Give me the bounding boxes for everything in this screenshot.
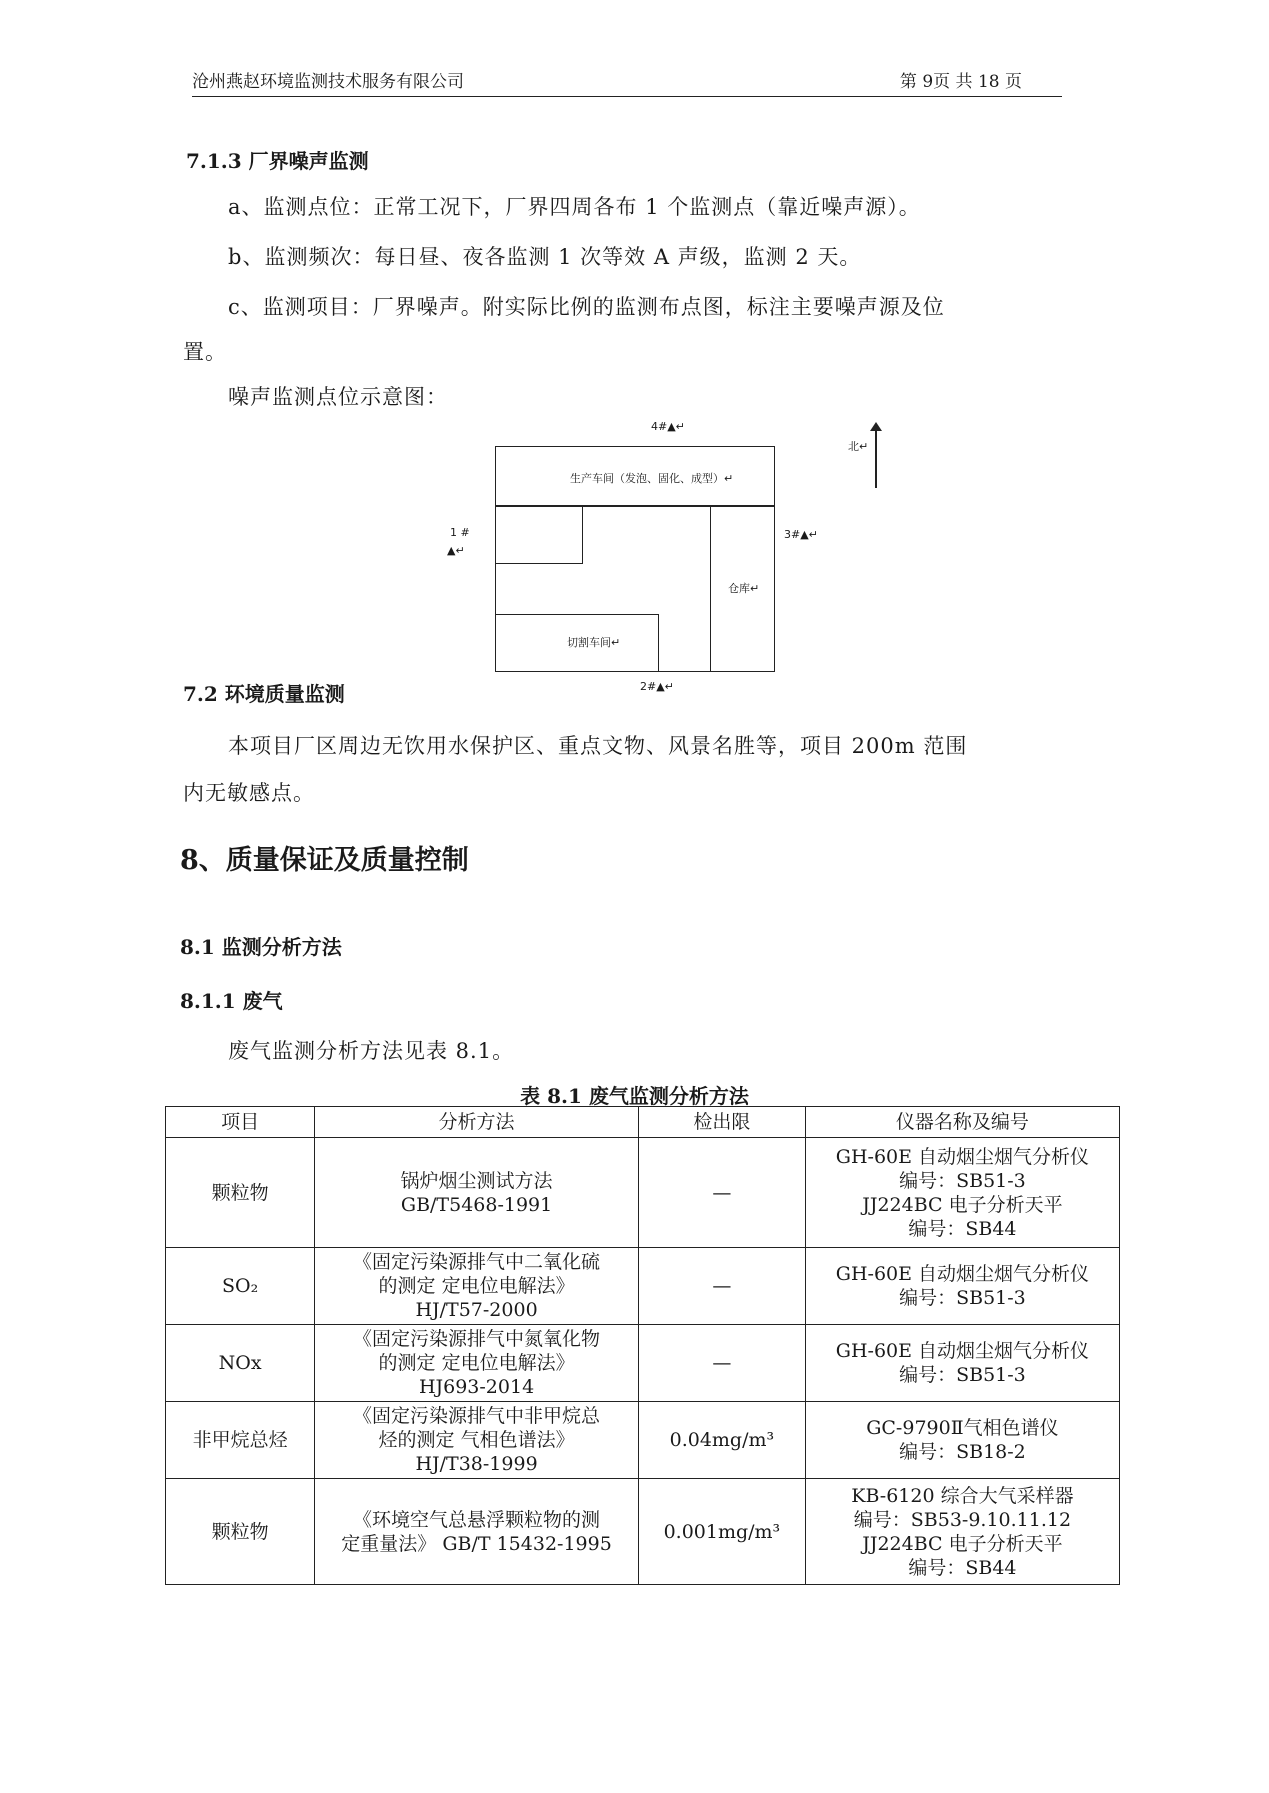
section-heading-7-1-3: 7.1.3 厂界噪声监测	[186, 149, 369, 173]
office-box	[495, 506, 583, 564]
instrument-line: 编号：SB51-3	[899, 1169, 1026, 1192]
monitor-point-2: 2#▲↵	[640, 680, 674, 693]
chapter-heading-8: 8、质量保证及质量控制	[180, 845, 469, 876]
cell-method	[315, 1402, 639, 1479]
instrument-line: 编号：SB51-3	[899, 1287, 1026, 1309]
method-line: HJ/T38-1999	[415, 1453, 538, 1475]
header-item: 项目	[166, 1107, 315, 1138]
instrument-line: GH-60E 自动烟尘烟气分析仪	[835, 1263, 1090, 1285]
cell-limit: —	[638, 1325, 805, 1402]
table-row	[166, 1402, 1120, 1479]
method-line: 定重量法》 GB/T 15432-1995	[341, 1532, 612, 1555]
cell-item: SO₂	[166, 1248, 315, 1325]
method-line: HJ693-2014	[418, 1376, 535, 1398]
cell-method	[315, 1138, 639, 1248]
section-heading-8-1-1: 8.1.1 废气	[180, 989, 283, 1013]
section-heading-8-1: 8.1 监测分析方法	[180, 935, 342, 959]
north-label: 北↵	[848, 440, 869, 453]
method-line: 《固定污染源排气中二氧化硫	[353, 1251, 601, 1273]
method-line: 《固定污染源排气中非甲烷总	[353, 1405, 601, 1427]
method-line: 《环境空气总悬浮颗粒物的测	[353, 1508, 601, 1531]
instrument-line: 编号：SB53-9.10.11.12	[853, 1508, 1072, 1531]
method-line: 的测定 定电位电解法》	[378, 1275, 575, 1297]
monitor-point-1-label: 1 #	[450, 526, 470, 539]
cell-limit: —	[638, 1248, 805, 1325]
north-arrow-icon	[870, 422, 882, 431]
table-row	[166, 1138, 1120, 1248]
production-workshop-label: 生产车间（发泡、固化、成型）↵	[570, 472, 734, 485]
cell-limit: 0.001mg/m³	[638, 1479, 805, 1585]
cell-method	[315, 1248, 639, 1325]
paragraph-c-line2: 置。	[183, 340, 227, 364]
figure-title: 噪声监测点位示意图：	[228, 385, 448, 409]
paragraph-a: a、监测点位：正常工况下，厂界四周各布 1 个监测点（靠近噪声源）。	[228, 195, 921, 219]
cell-item: 颗粒物	[166, 1138, 315, 1248]
paragraph-7-2-line2: 内无敏感点。	[183, 781, 315, 805]
noise-monitoring-diagram	[430, 420, 870, 693]
instrument-line: 编号：SB51-3	[899, 1364, 1026, 1386]
cell-instrument	[805, 1402, 1119, 1479]
method-line: 的测定 定电位电解法》	[378, 1352, 575, 1374]
cell-limit: —	[638, 1138, 805, 1248]
analysis-methods-table	[165, 1106, 1120, 1585]
monitor-point-4: 4#▲↵	[651, 420, 685, 433]
method-line: GB/T5468-1991	[400, 1193, 553, 1216]
page-number: 第 9页 共 18 页	[899, 72, 1022, 92]
cell-method	[315, 1325, 639, 1402]
cell-instrument	[805, 1248, 1119, 1325]
section-heading-7-2: 7.2 环境质量监测	[183, 682, 345, 706]
cell-item: 颗粒物	[166, 1479, 315, 1585]
method-line: HJ/T57-2000	[415, 1299, 538, 1321]
table-row	[166, 1325, 1120, 1402]
instrument-line: GH-60E 自动烟尘烟气分析仪	[835, 1340, 1090, 1362]
page-header	[192, 70, 1062, 97]
cell-method	[315, 1479, 639, 1585]
cell-instrument	[805, 1479, 1119, 1585]
cutting-workshop-label: 切割车间↵	[567, 636, 621, 649]
table-row	[166, 1248, 1120, 1325]
instrument-line: JJ224BC 电子分析天平	[862, 1532, 1063, 1555]
paragraph-c-line1: c、监测项目：厂界噪声。附实际比例的监测布点图，标注主要噪声源及位	[228, 295, 945, 319]
method-line: 烃的测定 气相色谱法》	[378, 1429, 575, 1451]
cell-item: NOx	[166, 1325, 315, 1402]
cell-item: 非甲烷总烃	[166, 1402, 315, 1479]
north-arrow-shaft	[875, 428, 877, 488]
instrument-line: 编号：SB44	[908, 1556, 1017, 1579]
cell-instrument	[805, 1138, 1119, 1248]
table-row	[166, 1479, 1120, 1585]
instrument-line: KB-6120 综合大气采样器	[851, 1484, 1074, 1507]
monitor-point-3: 3#▲↵	[784, 528, 818, 541]
header-instrument: 仪器名称及编号	[805, 1107, 1119, 1138]
table-header-row	[166, 1107, 1120, 1138]
instrument-line: 编号：SB18-2	[899, 1441, 1026, 1463]
method-line: 锅炉烟尘测试方法	[400, 1169, 553, 1192]
method-line: 《固定污染源排气中氮氧化物	[353, 1328, 601, 1350]
instrument-line: JJ224BC 电子分析天平	[862, 1193, 1063, 1216]
cell-limit: 0.04mg/m³	[638, 1402, 805, 1479]
instrument-line: GH-60E 自动烟尘烟气分析仪	[835, 1145, 1090, 1168]
header-limit: 检出限	[638, 1107, 805, 1138]
table-intro: 废气监测分析方法见表 8.1。	[228, 1039, 515, 1063]
paragraph-b: b、监测频次：每日昼、夜各监测 1 次等效 A 声级，监测 2 天。	[228, 245, 862, 269]
monitor-point-1-marker: ▲↵	[447, 544, 465, 557]
table-body	[166, 1138, 1120, 1585]
table-caption: 表 8.1 废气监测分析方法	[520, 1084, 749, 1108]
instrument-line: 编号：SB44	[908, 1217, 1017, 1240]
instrument-line: GC-9790Ⅱ气相色谱仪	[866, 1417, 1059, 1439]
paragraph-7-2-line1: 本项目厂区周边无饮用水保护区、重点文物、风景名胜等，项目 200m 范围	[228, 734, 968, 758]
header-method: 分析方法	[315, 1107, 639, 1138]
cell-instrument	[805, 1325, 1119, 1402]
company-name: 沧州燕赵环境监测技术服务有限公司	[192, 72, 464, 92]
warehouse-label: 仓库↵	[728, 582, 760, 595]
